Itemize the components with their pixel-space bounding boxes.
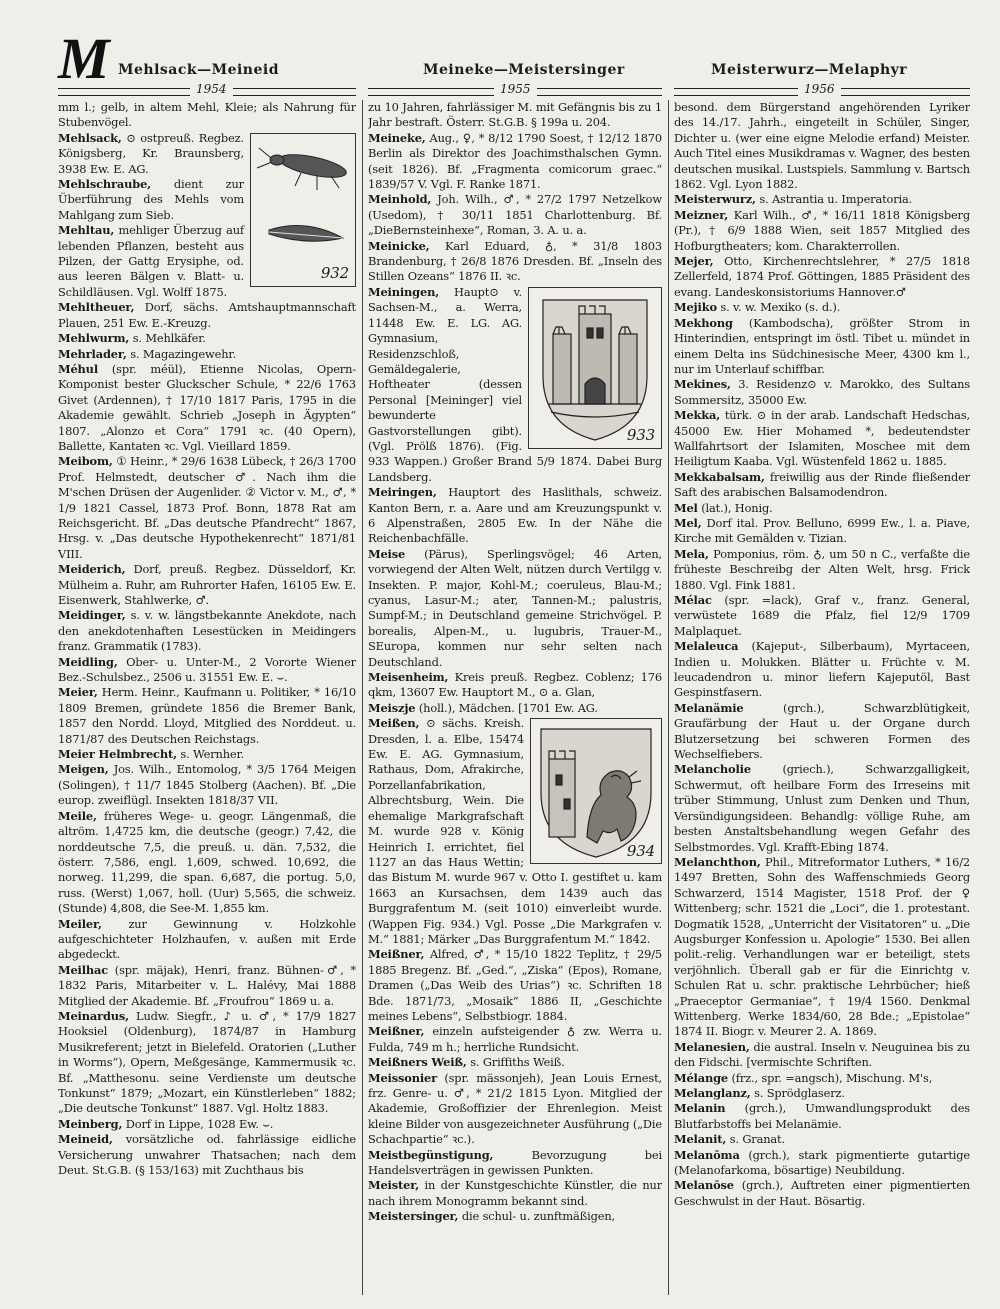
figure-number: 933 <box>626 426 655 445</box>
entry <box>674 208 970 254</box>
entry-headword: Meister, <box>368 1178 420 1193</box>
entry <box>58 347 356 362</box>
entry-text: Pomponius, röm. ♁, um 50 n C., verfaßte die früheste Beschreibg der Alten Welt, hrsg. Frick 1880. Vgl. Fink 1881. <box>674 546 970 592</box>
entry-text: Phil., Mitreformator Luthers, * 16/2 1497 Bretten, Sohn des Waffenschmieds Georg Schwarzerd, 1514 Magister, 1518 Prof. der ♀ Wittenberg; schr. 1521 die „Loci“, die 1. protestant. Dogmatik 1528, „Unterricht der Visitatoren“ u. „Die Augsburger Konfession u. Apologie“ 1530. Bei allen polit.-relig. Verhandlungen war er beteiligt, stets verjöhnlich. Überall gab er für die Einrichtg v. Schulen Rat u. schr. praktische Lehrbücher; hieß „Praeceptor Germaniae“, † 19/4 1560. Denkmal Wittenberg. Werke 1834/60, 28 Bde.; „Epistolae“ 1874 II. Biogr. v. Meurer 2. A. 1869. <box>674 854 970 1039</box>
entry-text: Ober- u. Unter-M., 2 Vororte Wiener Bez.-Schulsbez., 2506 u. 31551 Ew. E. ⌣. <box>58 654 356 685</box>
page-number-2: 1955 <box>494 81 537 97</box>
entry-headword: Meizner, <box>674 207 729 222</box>
entry <box>674 192 970 207</box>
figure-933 <box>528 287 662 449</box>
entry-text: besond. dem Bürgerstand angehörenden Lyriker des 14./17. Jahrh., eingeteilt in Schüler, Singer, Dichter u. (wer eine eigne Melodie erfand) Meister. Auch Titel eines Musikdramas v. Wagner, des besten deutschen musikal. Lustspiels. Sammlung v. Bartsch 1862. Vgl. Lyon 1882. <box>674 100 970 192</box>
entry <box>58 331 356 346</box>
entry-headword: Meier Helmbrecht, <box>58 747 177 762</box>
entry-text: mm l.; gelb, in altem Mehl, Kleie; als Nahrung für Stubenvögel. <box>58 100 356 130</box>
entry-text: Hauptort des Haslithals, schweiz. Kanton Bern, r. a. Aare und am Kreuzungspunkt v. 6 Alpenstraßen, 2805 Ew. In der Nähe die Reichenbachfälle. <box>368 485 662 546</box>
entry-headword: Meinhold, <box>368 192 432 207</box>
entry <box>368 670 662 701</box>
entry-headword: Mekka, <box>674 408 721 423</box>
entry-text: (grch.), stark pigmentierte gutartige (Melanofarkoma, bösartige) Neubildung. <box>674 1147 970 1178</box>
entry-text: (holl.), Mädchen. [1701 Ew. AG. <box>418 700 598 715</box>
entry <box>58 362 356 454</box>
entry-headword: Meistbegünstigung, <box>368 1147 494 1162</box>
entry-headword: Mekines, <box>674 377 731 392</box>
entry-headword: Mehlschraube, <box>58 177 151 192</box>
entry-text: (lat.), Honig. <box>701 500 773 515</box>
entry-headword: Meißen, <box>368 716 420 731</box>
entry-text: die austral. Inseln v. Neuguinea bis zu den Fidschi. [vermischte Schriften. <box>674 1039 970 1070</box>
entry-text: Dorf, sächs. Amtshauptmannschaft Plauen, 251 Ew. E.-Kreuzg. <box>58 300 356 330</box>
entry-headword: Meisterwurz, <box>674 192 756 207</box>
entry-text: (spr. mäjak), Henri, franz. Bühnen-♂, * 1832 Paris, Mitarbeiter v. L. Halévy, Mai 1888 Mitglied der Akademie. Bf. „Froufrou“ 1869 u. a. <box>58 962 356 1008</box>
entry <box>674 1132 970 1147</box>
entry-headword: Meineid, <box>58 1132 113 1147</box>
entry <box>674 408 970 470</box>
entry <box>368 100 662 131</box>
entry-headword: Meineke, <box>368 130 426 145</box>
column-divider <box>668 100 669 1295</box>
entry <box>674 470 970 501</box>
entry-headword: Meiszje <box>368 700 416 715</box>
entry-text: (Kambodscha), größter Strom in Hinterindien, entspringt im östl. Tibet u. mündet in einem Delta ins Südchinesische Meer, 4300 km l., nur im Unterlauf schiffbar. <box>674 315 970 376</box>
entry-text: türk. ⊙ in der arab. Landschaft Hedschas, 45000 Ew. Hier Mohamed *, bedeutendster Wallfahrtsort der Islamiten, Moschee mit dem Heiligtum Kaaba. Vgl. Wüstenfeld 1862 u. 1885. <box>674 408 970 469</box>
entry-headword: Melaleuca <box>674 639 739 654</box>
entry-text: mehliger Überzug auf lebenden Pflanzen, besteht aus Pilzen, der Gattg Erysiphe, od. aus leeren Bälgen v. Blatt- u. Schildläusen. Vgl. Wolff 1875. <box>58 223 244 299</box>
entry <box>58 685 356 747</box>
entry-headword: Meier, <box>58 685 98 700</box>
entry <box>674 1071 970 1086</box>
entry-headword: Mel, <box>674 515 702 530</box>
entry-headword: Mélange <box>674 1070 729 1085</box>
entry-headword: Melanglanz, <box>674 1086 751 1100</box>
entry-headword: Melanit, <box>674 1132 727 1147</box>
meiningen-coat-of-arms-icon <box>529 288 661 448</box>
entry-text: Dorf in Lippe, 1028 Ew. ⌣. <box>125 1116 274 1131</box>
entry <box>368 1148 662 1179</box>
entry-headword: Mehrlader, <box>58 346 127 361</box>
entry <box>674 1178 970 1209</box>
page-number-3: 1956 <box>798 81 841 97</box>
entry <box>674 855 970 1040</box>
entry <box>368 131 662 193</box>
entry-headword: Mélac <box>674 593 712 607</box>
entry-text: Karl Eduard, ♁, * 31/8 1803 Brandenburg, † 26/8 1876 Dresden. Bf. „Inseln des Stillen Ozeans“ 1876 II. ꝛc. <box>368 238 662 284</box>
entry <box>674 516 970 547</box>
entry-headword: Meiningen, <box>368 284 440 299</box>
entry-text: Dorf, preuß. Regbez. Düsseldorf, Kr. Mülheim a. Ruhr, am Ruhrorter Hafen, 16105 Ew. E. Eisenwerk, Stahlwerke, ♂. <box>58 562 356 607</box>
page-number-1: 1954 <box>190 81 233 97</box>
entry-text: freiwillig aus der Rinde fließender Saft des arabischen Balsamodendron. <box>674 469 970 500</box>
entry <box>674 547 970 593</box>
entry-headword: Mehltheuer, <box>58 300 135 315</box>
entry-headword: Meistersinger, <box>368 1209 459 1224</box>
column-1 <box>58 100 356 1295</box>
entry-headword: Meißner, <box>368 1024 425 1039</box>
entry-text: Jos. Wilh., Entomolog, * 3/5 1764 Meigen (Solingen), † 11/7 1845 Stolberg (Aachen). Bf. „Die europ. zweiflügl. Insekten 1818/37 VII. <box>58 762 356 808</box>
entry <box>368 1209 662 1224</box>
entry-headword: Meilhac <box>58 962 109 977</box>
entry <box>674 593 970 639</box>
entry-text: s. Griffiths Weiß. <box>470 1055 565 1070</box>
entry <box>674 701 970 763</box>
entry-headword: Meißner, <box>368 947 425 962</box>
figure-number: 932 <box>320 264 349 283</box>
entry-headword: Meißners Weiß, <box>368 1055 467 1070</box>
column-2 <box>368 100 662 1295</box>
entry-headword: Mejer, <box>674 254 714 269</box>
section-letter: M <box>58 26 110 91</box>
entry-text: (spr. méül), Etienne Nicolas, Opern-Komponist bester Gluckscher Schule, * 22/6 1763 Givet (Ardennen), † 17/10 1817 Paris, 1795 in die Akademie gewählt. Schrieb „Joseph in Ägypten“ 1807. „Alonzo et Cora“ 1791 ꝛc. (40 Opern), Ballette, Kantaten ꝛc. Vgl. Vieillard 1859. <box>58 361 356 453</box>
entry <box>58 762 356 808</box>
entry-headword: Meidinger, <box>58 608 126 623</box>
entry-headword: Mela, <box>674 546 709 561</box>
entry <box>58 100 356 131</box>
entry-headword: Mehlsack, <box>58 130 122 145</box>
entry-text: Otto, Kirchenrechtslehrer, * 27/5 1818 Zellerfeld, 1874 Prof. Göttingen, 1885 Präsident des evang. Landeskonsistoriums Hannover.♂ <box>674 254 970 299</box>
entry-text: (griech.), Schwarzgalligkeit, Schwermut, oft heilbare Form des Irreseins mit trüber Stimmung, Unlust zum Denken und Thun, Versündigungsideen. Behandlg: völlige Ruhe, am besten Anstaltsbehandlung wegen Gefahr des Selbstmordes. Vgl. Krafft-Ebing 1874. <box>674 762 970 854</box>
entry-headword: Meigen, <box>58 762 109 777</box>
entry <box>368 1055 662 1070</box>
entry <box>674 762 970 854</box>
entry-text: 3. Residenz⊙ v. Marokko, des Sultans Sommersitz, 35000 Ew. <box>674 377 970 407</box>
entry <box>58 300 356 331</box>
entry <box>58 1009 356 1117</box>
entry-text: s. Mehlkäfer. <box>132 331 206 346</box>
entry-text: s. Magazingewehr. <box>130 346 236 361</box>
entry-headword: Mel <box>674 500 698 515</box>
entry-headword: Meissonier <box>368 1070 437 1085</box>
entry-headword: Meise <box>368 546 406 561</box>
entry <box>674 1148 970 1179</box>
column-header-2: Meineke—Meistersinger <box>423 62 625 78</box>
entry-text: Karl Wilh., ♂, * 16/11 1818 Königsberg (Pr.), † 6/9 1888 Wien, seit 1857 Mitglied des Hofburgtheaters; kom. Charakterrollen. <box>674 207 970 253</box>
entry-headword: Melanämie <box>674 700 744 715</box>
entry <box>674 639 970 701</box>
entry <box>368 947 662 1024</box>
entry-headword: Meibom, <box>58 454 113 469</box>
entry-text: einzeln aufsteigender ♁ zw. Werra u. Fulda, 749 m h.; herrliche Rundsicht. <box>368 1024 662 1054</box>
entry-text: (grch.), Auftreten einer pigmentierten Geschwulst in der Haut. Bösartig. <box>674 1178 970 1208</box>
entry-text: vorsätzliche od. fahrlässige eidliche Versicherung unwahrer Thatsachen; nach dem Deut. St.G.B. (§ 153/163) mit Zuchthaus bis <box>58 1132 356 1178</box>
column-header-1: Mehlsack—Meineid <box>118 62 279 78</box>
entry <box>674 254 970 300</box>
entry-text: (frz., spr. =angsch), Mischung. M's, <box>731 1070 933 1085</box>
entry <box>58 747 356 762</box>
entry-headword: Meiringen, <box>368 485 437 500</box>
entry <box>674 316 970 378</box>
entry-text: ① Heinr., * 29/6 1638 Lübeck, † 26/3 1700 Prof. Helmstedt, deutscher ♂. Nach ihm die M'schen Drüsen der Augenlider. ② Victor v. M., ♂, * 1/9 1821 Cassel, 1873 Prof. Bonn, 1878 Rat am Reichsgericht. Bf. „Das deutsche Pfandrecht“ 1867, Hrsg. v. „Das deutsche Hypothekenrecht“ 1871/81 VIII. <box>58 454 356 561</box>
entry <box>58 608 356 654</box>
entry <box>58 655 356 686</box>
entry-headword: Meiler, <box>58 916 102 931</box>
entry <box>58 454 356 562</box>
entry <box>58 1132 356 1178</box>
entry-headword: Melanōma <box>674 1147 740 1162</box>
entry-headword: Meinicke, <box>368 238 430 253</box>
entry-text: die schul- u. zunftmäßigen, <box>461 1209 616 1224</box>
entry-text: Alfred, ♂, * 15/10 1822 Teplitz, † 29/5 1885 Bregenz. Bf. „Ged.“, „Ziska“ (Epos), Romane, Dramen („Das Weib des Urias“) ꝛc. Schriften 18 Bde. 1871/73, „Mosaik“ 1886 II, „Geschichte meines Lebens“, Selbstbiogr. 1884. <box>368 947 662 1023</box>
entry-text: Bevorzugung bei Handelsverträgen in gewissen Punkten. <box>368 1147 662 1178</box>
entry <box>368 547 662 670</box>
entry-text: (Pärus), Sperlingsvögel; 46 Arten, vorwiegend der Alten Welt, nützen durch Vertilgg v. Insekten. P. major, Kohl-M.; coeruleus, Blau-M.; cyanus, Lasur-M.; ater, Tannen-M.; palustris, Sumpf-M.; in Deutschland gemeine Strichvögel. P. borealis, Alpen-M., u. lugubris, Trauer-M., SEuropa, kommen nur sehr selten nach Deutschland. <box>368 546 662 669</box>
entry-text: Herm. Heinr., Kaufmann u. Politiker, * 16/10 1809 Bremen, gründete 1856 die Bremer Bank, 1857 den Nordd. Lloyd, Mitglied des Norddeut. u. 1871/87 des Deutschen Reichstags. <box>58 685 356 746</box>
entry <box>58 562 356 608</box>
column-divider <box>362 100 363 1295</box>
entry-text: ⊙ ostpreuß. Regbez. Königsberg, Kr. Braunsberg, 3938 Ew. E. AG. <box>58 130 244 176</box>
entry-headword: Meisenheim, <box>368 670 449 685</box>
entry-text: s. Granat. <box>729 1132 785 1147</box>
entry-text: (grch.), Schwarzblütigkeit, Graufärbung der Haut u. der Organe durch Blutzersetzung bei schweren Formen des Wechselfiebers. <box>674 700 970 762</box>
entry <box>368 239 662 285</box>
entry <box>58 963 356 1009</box>
entry-headword: Meinberg, <box>58 1116 123 1131</box>
entry-headword: Meidling, <box>58 654 118 669</box>
entry-headword: Méhul <box>58 361 98 376</box>
entry-text: zu 10 Jahren, fahrlässiger M. mit Gefängnis bis zu 1 Jahr bestraft. Österr. St.G.B. § 199a u. 204. <box>368 100 662 130</box>
figure-number: 934 <box>626 841 655 860</box>
mealworm-beetle-icon <box>251 134 355 286</box>
entry-text: s. Sprödglaserz. <box>754 1086 845 1100</box>
entry <box>674 300 970 315</box>
entry-headword: Mekkabalsam, <box>674 469 765 484</box>
entry <box>674 100 970 192</box>
entry <box>58 917 356 963</box>
entry <box>368 192 662 238</box>
column-header-3: Meisterwurz—Melaphyr <box>711 62 908 78</box>
entry-headword: Melancholie <box>674 762 751 777</box>
entry-text: dient zur Überführung des Mehls vom Mahlgang zum Sieb. <box>58 177 244 222</box>
entry <box>674 501 970 516</box>
entry <box>58 809 356 917</box>
entry-headword: Mehltau, <box>58 223 115 238</box>
figure-932 <box>250 133 356 287</box>
entry-text: ⊙ sächs. Kreish. Dresden, l. a. Elbe, 15474 Ew. E. AG. Gymnasium, Rathaus, Dom, Afrakirche, Porzellanfabrikation, Albrechtsburg, Wein. Die ehemalige Markgrafschaft M. wurde 928 v. König Heinrich I. errichtet, fiel 1127 an das Haus Wettin; das Bistum M. wurde 967 v. Otto I. gestiftet u. kam 1663 an Kursachsen, dem 1439 auch das Burggrafentum M. (seit 1010) einverleibt wurde. (Wappen Fig. 934.) Vgl. Posse „Die Markgrafen v. M.“ 1881; Märker „Das Burggrafentum M.“ 1842. <box>368 716 662 946</box>
entry <box>368 1024 662 1055</box>
entry-text: (spr. =lack), Graf v., franz. General, verwüstete 1689 die Pfalz, fiel 12/9 1709 Malplaquet. <box>674 593 970 638</box>
entry-headword: Meile, <box>58 808 97 823</box>
entry-text: Ludw. Siegfr., ♪ u. ♂, * 17/9 1827 Hooksiel (Oldenburg), 1874/87 in Hamburg Musikreferent; jetzt in Bielefeld. Oratorien („Luther in Worms“), Opern, Meßgesänge, Kammermusik ꝛc. Bf. „Matthesonu. seine Verdienste um deutsche Tonkunst“ 1879; „Mozart, ein Künstlerleben“ 1882; „Die deutsche Tonkunst“ 1887. Vgl. Holtz 1883. <box>58 1008 356 1116</box>
entry-text: Haupt⊙ v. Sachsen-M., a. Werra, 11448 Ew. E. LG. AG. Gymnasium, Residenzschloß, Gemäldegalerie, Hoftheater (dessen Personal [Meininger] viel bewunderte Gastvorstellungen gibt). (Vgl. Prölß 1876). (Fig. 933 Wappen.) Großer Brand 5/9 1874. Dabei Burg Landsberg. <box>368 284 662 484</box>
entry-headword: Meinardus, <box>58 1008 129 1023</box>
entry-text: s. Astrantia u. Imperatoria. <box>759 192 913 207</box>
entry-text: Joh. Wilh., ♂, * 27/2 1797 Netzelkow (Usedom), † 30/11 1851 Charlottenburg. Bf. „DieBernsteinhexe“, Roman, 3. A. u. a. <box>368 192 662 238</box>
entry <box>58 1117 356 1132</box>
entry <box>368 1178 662 1209</box>
entry-text: Aug., ♀, * 8/12 1790 Soest, † 12/12 1870 Berlin als Direktor des Joachimsthalschen Gymn. (seit 1826). Bf. „Fragmenta comicorum graec.“ 1839/57 V. Vgl. F. Ranke 1871. <box>368 130 662 192</box>
entry <box>674 1086 970 1101</box>
entry-text: s. v. w. längstbekannte Anekdote, nach den anekdotenhaften Lesestücken in Meidingers franz. Grammatik (1783). <box>58 608 356 654</box>
entry <box>368 701 662 716</box>
entry <box>674 377 970 408</box>
column-3 <box>674 100 970 1295</box>
entry-text: (spr. mässonjeh), Jean Louis Ernest, frz. Genre- u. ♂, * 21/2 1815 Lyon. Mitglied der Akademie, Großoffizier der Ehrenlegion. Meist kleine Bilder von ausgezeichneter Ausführung („Die Schachpartie“ ꝛc.). <box>368 1070 662 1147</box>
entry-headword: Melanesien, <box>674 1039 750 1054</box>
entry-text: Dorf ital. Prov. Belluno, 6999 Ew., l. a. Piave, Kirche mit Gemälden v. Tizian. <box>674 515 970 546</box>
entry-text: zur Gewinnung v. Holzkohle aufgeschichteter Holzhaufen, v. außen mit Erde abgedeckt. <box>58 916 356 962</box>
entry-text: in der Kunstgeschichte Künstler, die nur nach ihrem Monogramm bekannt sind. <box>368 1178 662 1208</box>
entry <box>674 1040 970 1071</box>
entry-text: Kreis preuß. Regbez. Coblenz; 176 qkm, 13607 Ew. Hauptort M., ⊙ a. Glan, <box>368 670 662 700</box>
entry-headword: Mehlwurm, <box>58 331 130 346</box>
entry <box>368 485 662 547</box>
entry-text: s. Wernher. <box>180 747 245 762</box>
entry-headword: Mekhong <box>674 315 733 330</box>
entry-headword: Melanchthon, <box>674 854 761 869</box>
entry-headword: Melanōse <box>674 1178 734 1193</box>
entry-headword: Meiderich, <box>58 562 126 577</box>
entry-text: (Kajeput-, Silberbaum), Myrtaceen, Indien u. Molukken. Blätter u. Früchte v. M. leucadendron u. minor liefern Kajeputöl, Bast Gespinstfasern. <box>674 639 970 700</box>
entry-headword: Mejiko <box>674 300 717 315</box>
entry <box>368 1071 662 1148</box>
figure-934 <box>530 718 662 864</box>
entry-headword: Melanin <box>674 1101 726 1116</box>
entry <box>674 1101 970 1132</box>
entry-text: s. v. w. Mexiko (s. d.). <box>720 300 841 315</box>
entry-text: früheres Wege- u. geogr. Längenmaß, die altröm. 1,4725 km, die deutsche (geogr.) 7,42, die norddeutsche 7,5, die preuß. u. dän. 7,532, die österr. 7,586, engl. 1,609, schwed. 10,692, die norweg. 11,299, die span. 6,687, die portug. 5,0, russ. (Werst) 1,067, holl. (Uur) 5,565, die schweiz. (Stunde) 4,808, die See-M. 1,855 km. <box>58 808 356 916</box>
entry-text: (grch.), Umwandlungsprodukt des Blutfarbstoffs bei Melanämie. <box>674 1101 970 1131</box>
